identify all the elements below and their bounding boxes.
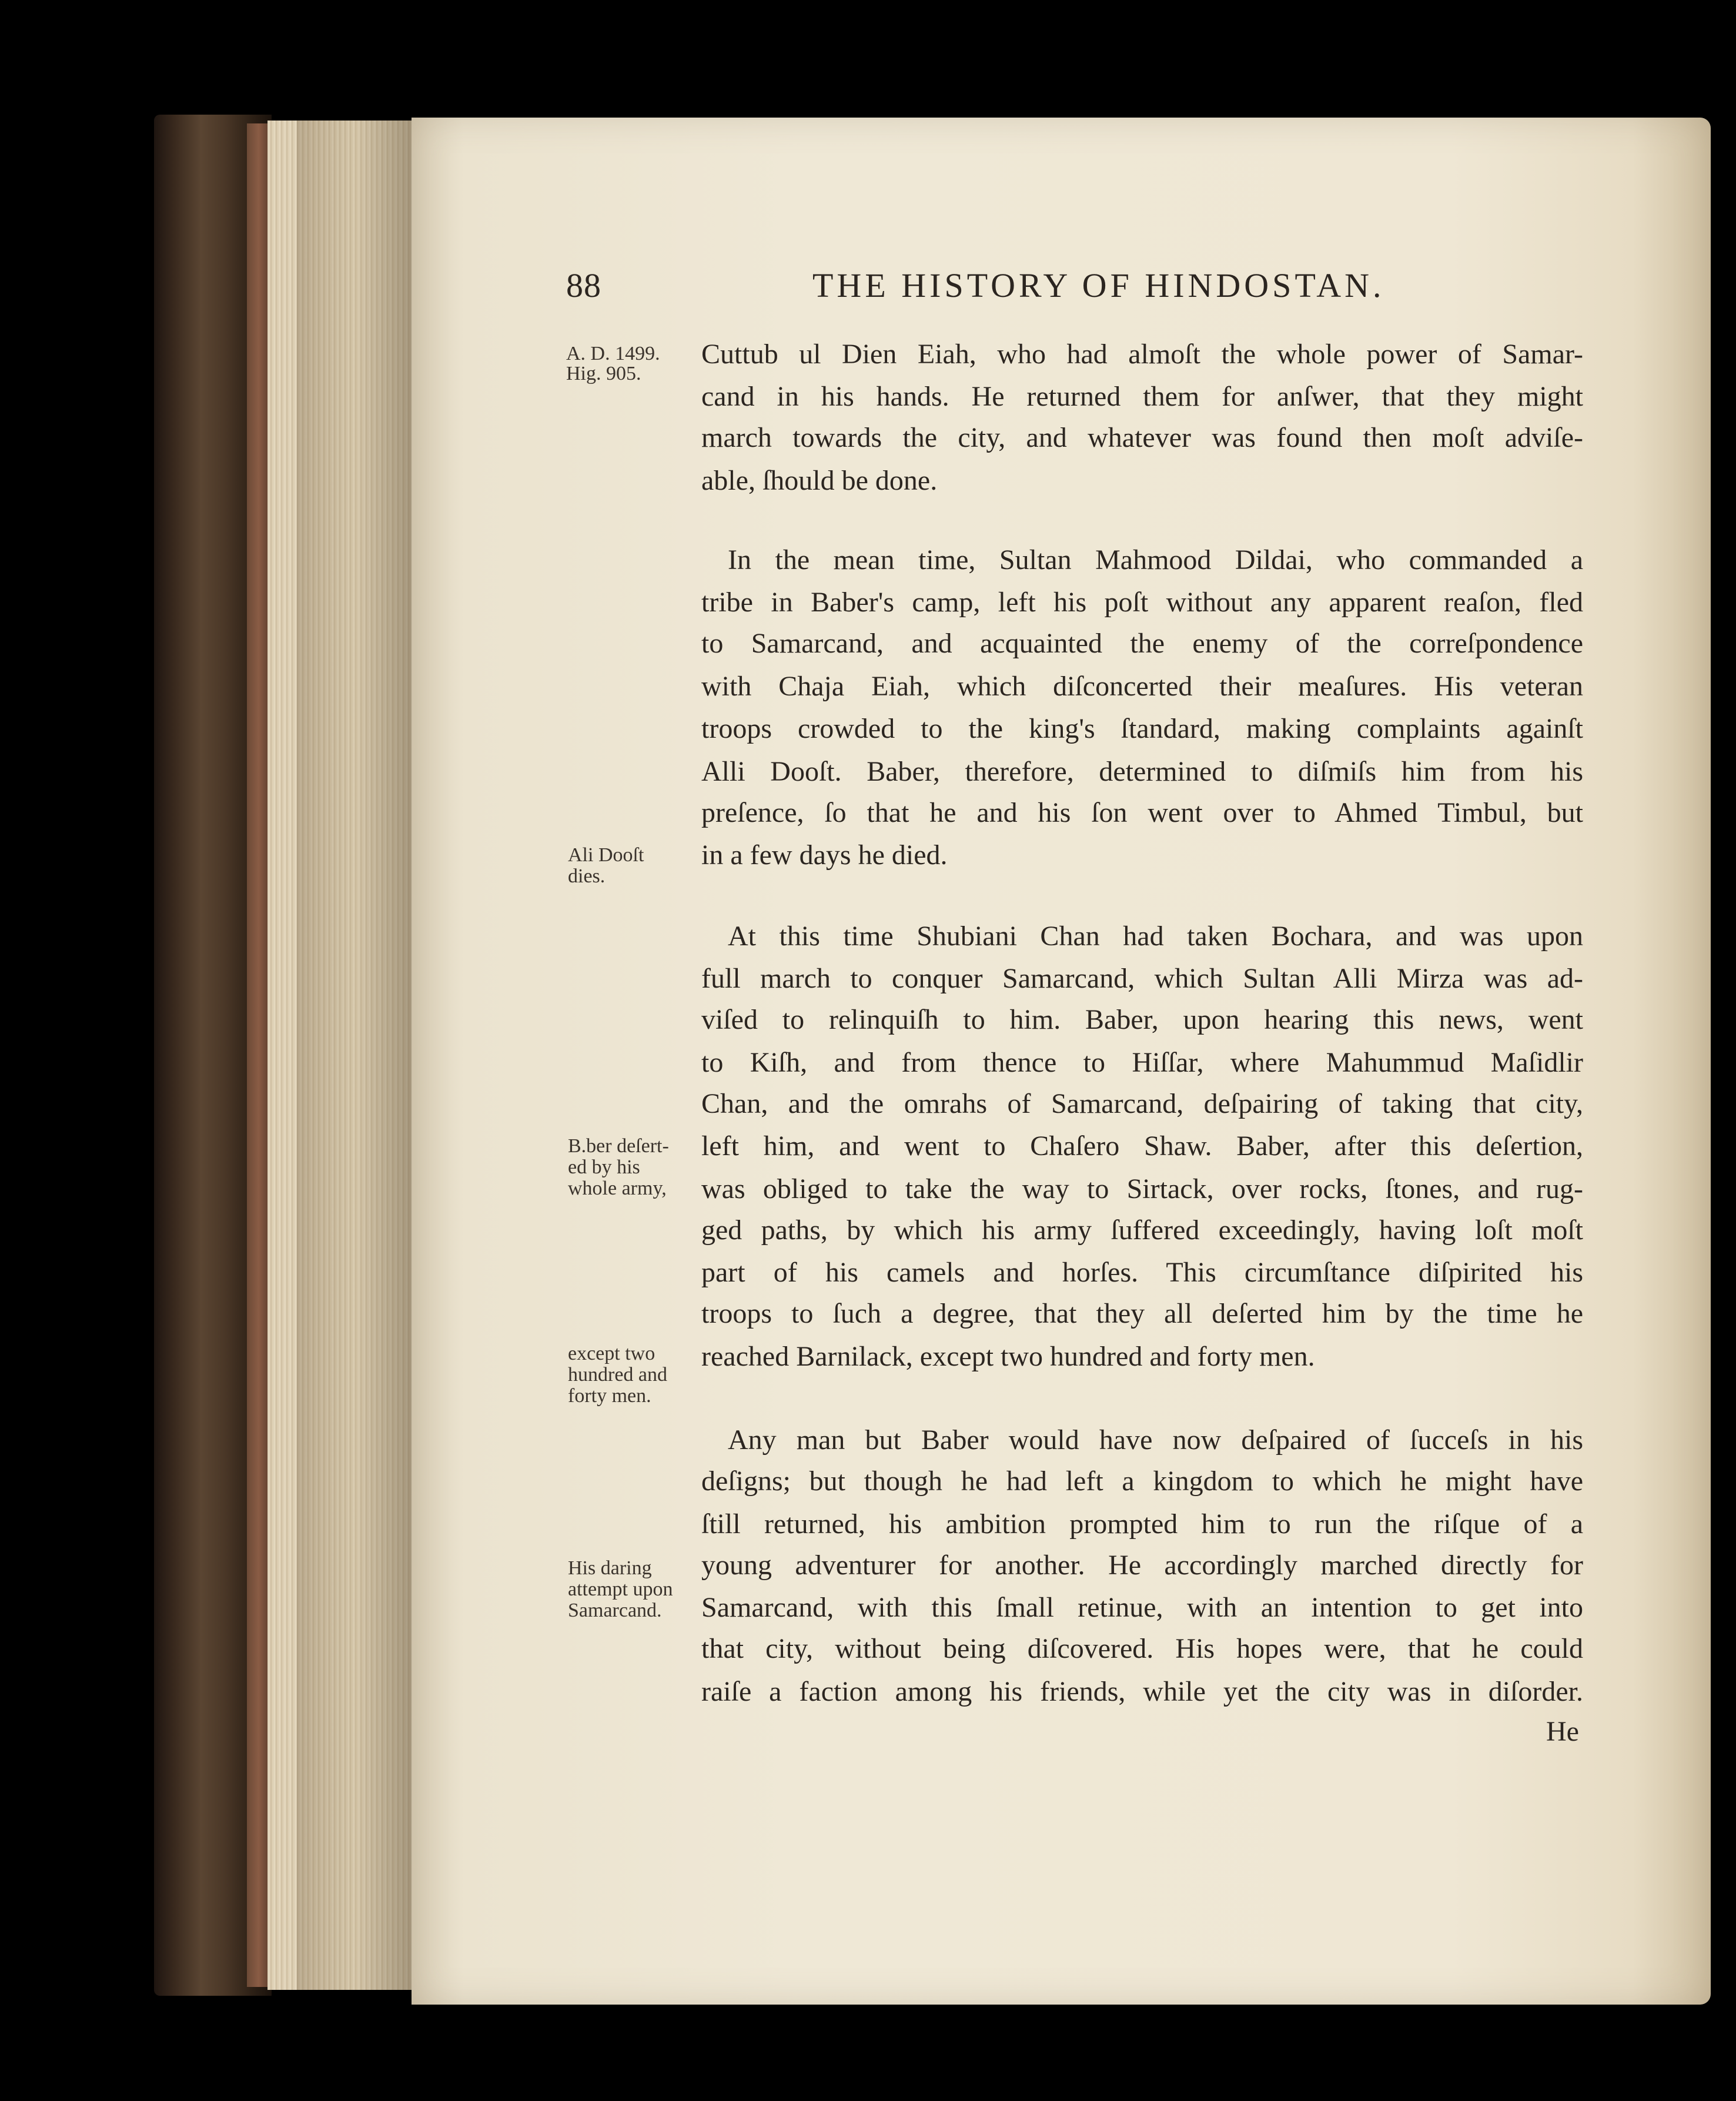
cover-edge (247, 123, 270, 1987)
page-edges-shadow (297, 121, 414, 1990)
body-line: Samarcand, with this ſmall retinue, with an intention to get into (701, 1592, 1583, 1623)
body-line: march towards the city, and whatever was found then moſt adviſe- (701, 422, 1583, 453)
margin-note-baber-deserted: B.ber deſert- ed by his whole army, (568, 1135, 669, 1199)
body-line: Cuttub ul Dien Eiah, who had almoſt the whole power of Samar- (701, 339, 1583, 370)
body-line: to Samarcand, and acquainted the enemy of the correſpondence (701, 628, 1583, 659)
body-line: raiſe a faction among his friends, while yet the city was in diſorder. (701, 1676, 1583, 1707)
body-line: preſence, ſo that he and his ſon went over to Ahmed Timbul, but (701, 797, 1583, 828)
body-line: Chan, and the omrahs of Samarcand, deſpairing of taking that city, (701, 1088, 1583, 1119)
body-line: with Chaja Eiah, which diſconcerted their meaſures. His veteran (701, 671, 1583, 702)
body-line: able, ſhould be done. (701, 465, 938, 496)
body-line: cand in his hands. He returned them for anſwer, that they might (701, 381, 1583, 412)
body-line: Any man but Baber would have now deſpaired of ſucceſs in his (728, 1424, 1583, 1456)
body-line: At this time Shubiani Chan had taken Bochara, and was upon (728, 921, 1583, 952)
body-line: that city, without being diſcovered. His hopes were, that he could (701, 1633, 1583, 1664)
body-line: part of his camels and horſes. This circumſtance diſpirited his (701, 1257, 1583, 1288)
body-line: to Kiſh, and from thence to Hiſſar, where Mahummud Maſidlir (701, 1047, 1583, 1078)
body-line: troops to ſuch a degree, that they all deſerted him by the time he (701, 1298, 1583, 1329)
margin-note-date: A. D. 1499. Hig. 905. (566, 343, 660, 384)
running-head: THE HISTORY OF HINDOSTAN. (812, 266, 1385, 305)
catchword: He (1546, 1716, 1579, 1747)
body-line: ged paths, by which his army ſuffered exceedingly, having loſt moſt (701, 1215, 1583, 1246)
margin-note-ali-dies: Ali Dooſt dies. (568, 844, 644, 887)
body-line: Alli Dooſt. Baber, therefore, determined to diſmiſs him from his (701, 756, 1583, 787)
margin-note-daring-attempt: His daring attempt upon Samarcand. (568, 1557, 673, 1621)
body-line: full march to conquer Samarcand, which Sultan Alli Mirza was ad- (701, 963, 1583, 994)
body-line: ſtill returned, his ambition prompted him to run the riſque of a (701, 1508, 1583, 1540)
body-line: left him, and went to Chaſero Shaw. Baber, after this deſertion, (701, 1130, 1583, 1162)
body-line: In the mean time, Sultan Mahmood Dildai, who commanded a (728, 544, 1583, 576)
body-line: young adventurer for another. He accordingly marched directly for (701, 1550, 1583, 1581)
body-line: was obliged to take the way to Sirtack, over rocks, ſtones, and rug- (701, 1173, 1583, 1205)
body-line: viſed to relinquiſh to him. Baber, upon hearing this news, went (701, 1004, 1583, 1035)
body-line: troops crowded to the king's ſtandard, making complaints againſt (701, 713, 1583, 744)
body-line: tribe in Baber's camp, left his poſt without any apparent reaſon, fled (701, 587, 1583, 618)
body-line: reached Barnilack, except two hundred and forty men. (701, 1341, 1315, 1372)
page-number: 88 (566, 266, 601, 305)
body-line: deſigns; but though he had left a kingdom to which he might have (701, 1466, 1583, 1497)
body-line: in a few days he died. (701, 839, 948, 871)
margin-note-except-men: except two hundred and forty men. (568, 1343, 668, 1407)
